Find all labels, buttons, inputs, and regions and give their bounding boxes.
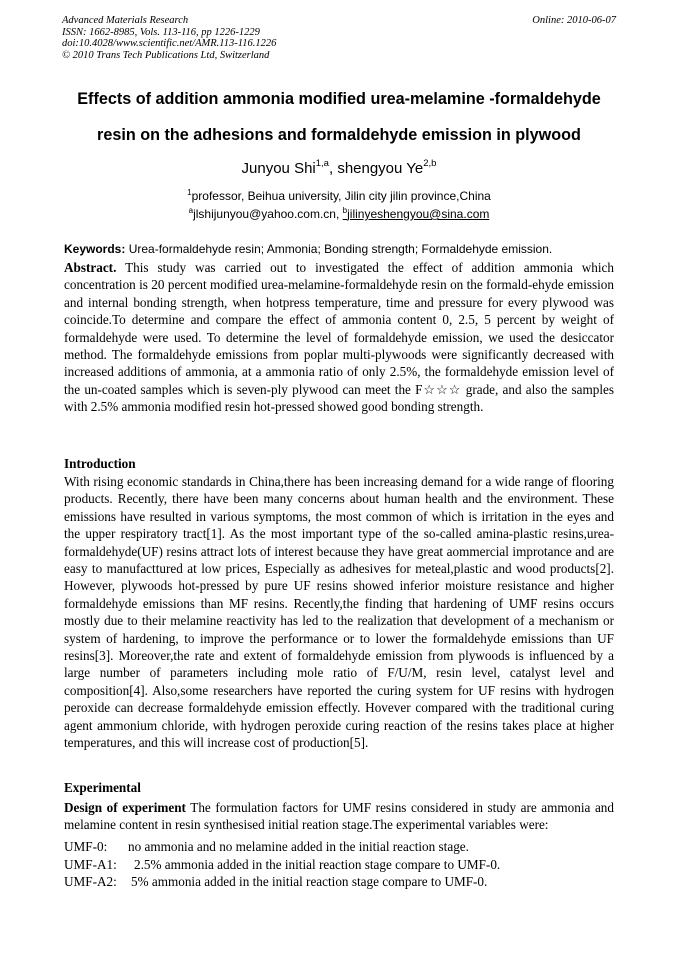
- design-paragraph: [64, 799, 614, 834]
- email-line: [40, 206, 638, 221]
- author-1: Junyou Shi: [241, 160, 316, 177]
- condition-item: [64, 873, 487, 890]
- design-label: Design of experiment: [64, 800, 186, 815]
- introduction-paragraph: With rising economic standards in China,there has been increasing demand for a wide range of flooring products. Recently, there have been many concerns about human health and the environment. These emissions have resulted in various symptoms, the most common of which is irritation in the eyes and the upper respiratory tract[1]. As the most important type of the so-called amina-plastic resins,urea-formaldehyde(UF) resins attract lots of interest because they have great aommercial improtance and are easy to manufacttured at low prices, Especially as adhesives for meteal,plastic and wood products[2]. However, plywoods hot-pressed by pure UF resins showed inferior moisture resistance and higher formaldehyde emissions than MF resins. Recently,the finding that hardening of UMF resins occurs mostly due to their melamine reactivity has led to the realization that development of a mechanism or system of hardening, to improve the performance or to lower the formaldehyde emissions than UF resins[3]. Moreover,the rate and extent of formaldehyde emission from plywoods is influenced by a large number of parameters including mole ratio of F/U/M, resin level, catalyst level and composition[4]. Also,some researchers have reported the curing system for UF resins with hydrogen peroxide can decrease formaldehyde emission effectly. Hovever compared with the traditional curing agent ammonium chloride, with hydrogen peroxide curing reaction of the resins takes place at higher temperatures, and this will increase cost of production[5].: [64, 474, 614, 751]
- doi-line: doi:10.4028/www.scientific.net/AMR.113-116.1226: [62, 38, 277, 49]
- condition-item: [64, 856, 500, 873]
- condition-key: UMF-A1:: [64, 857, 117, 872]
- author-1-affil-mark: 1,a: [315, 158, 329, 169]
- email-b[interactable]: jilinyeshengyou@sina.com: [347, 207, 490, 221]
- keywords-label: Keywords:: [64, 242, 126, 256]
- author-separator: ,: [328, 160, 338, 177]
- author-2-affil-mark: 2,b: [423, 158, 437, 169]
- paper-title-line-2: resin on the adhesions and formaldehyde emission in plywood: [97, 126, 581, 144]
- keywords: [64, 241, 614, 258]
- online-date: Online: 2010-06-07: [532, 15, 616, 26]
- condition-key: UMF-0:: [64, 839, 108, 854]
- condition-text: 2.5% ammonia added in the initial reaction stage compare to UMF-0.: [134, 857, 501, 872]
- abstract-text: This study was carried out to investigated the effect of addition ammonia which concentration is 20 percent modified urea-melamine-formaldehyde resin on the formald-ehyde emission and internal bonding strength, when hotpress temperature, time and pressure for every plywood was coincide.To determine and compare the effect of ammonia content 0, 2.5, 5 percent by weight of formaldehyde were used. To determine the level of formaldehyde emission, we used the desiccator method. The formaldehyde emissions from poplar multi-plywoods were significantly decreased with increased additions of ammonia, at a ammonia ratio of only 2.5%, the formaldehyde emission level of the un-coated samples which is seven-ply plywood can meet the F☆☆☆ grade, and also the samples with 2.5% ammonia modified resin hot-pressed showed good bonding strength.: [64, 260, 614, 415]
- author-list: [40, 159, 638, 177]
- email-a[interactable]: jlshijunyou@yahoo.com.cn: [193, 207, 336, 221]
- copyright-line: © 2010 Trans Tech Publications Ltd, Switzerland: [62, 49, 270, 61]
- condition-text: 5% ammonia added in the initial reaction stage compare to UMF-0.: [131, 874, 488, 889]
- design-text: The formulation factors for UMF resins considered in study are ammonia and melamine content in resin synthesised initial reation stage.The experimental variables were:: [64, 800, 614, 833]
- affiliation-mark: 1: [187, 188, 192, 197]
- condition-text: no ammonia and no melamine added in the initial reaction stage.: [128, 839, 469, 854]
- email-b-mark: b: [342, 206, 348, 215]
- email-b-link[interactable]: [343, 207, 490, 221]
- condition-key: UMF-A2:: [64, 874, 117, 889]
- email-separator: ,: [335, 207, 343, 221]
- journal-name: Advanced Materials Research: [62, 15, 189, 26]
- email-a-mark: a: [188, 206, 194, 215]
- keywords-text: Urea-formaldehyde resin; Ammonia; Bonding strength; Formaldehyde emission.: [125, 242, 553, 256]
- issn-line: ISSN: 1662-8985, Vols. 113-116, pp 1226-1229: [62, 26, 260, 38]
- affiliation-line: [40, 188, 638, 203]
- condition-item: [64, 838, 469, 855]
- author-2: shengyou Ye: [337, 160, 424, 177]
- experimental-heading: Experimental: [64, 780, 141, 795]
- introduction-heading: Introduction: [64, 456, 136, 471]
- affiliation-text: professor, Beihua university, Jilin city jilin province,China: [191, 189, 491, 203]
- paper-title-line-1: Effects of addition ammonia modified urea-melamine -formaldehyde: [77, 90, 601, 108]
- journal-header: [62, 15, 422, 61]
- abstract: [64, 259, 614, 416]
- abstract-label: Abstract.: [64, 260, 117, 275]
